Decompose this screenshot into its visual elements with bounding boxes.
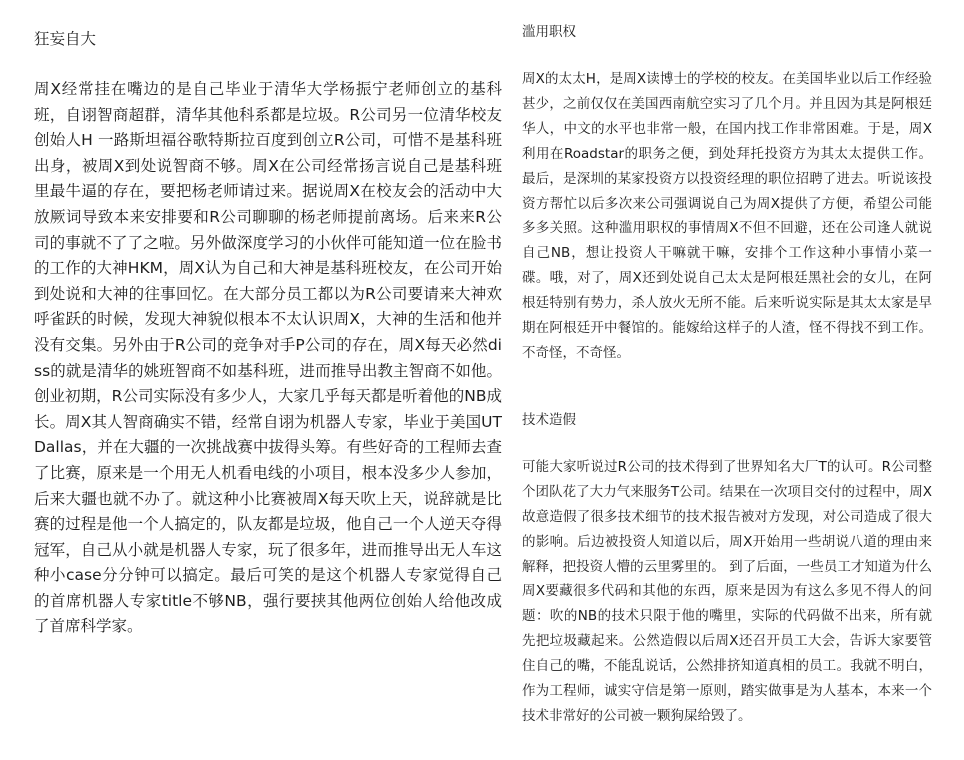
section-body-tech-fraud: 可能大家听说过R公司的技术得到了世界知名大厂T的认可。R公司整个团队花了大力气来服务T公司。结果在一次项目交付的过程中，周X故意造假了很多技术细节的技术报告被对方发现，对公司造成了很大的影响。后边被投资人知道以后，周X开始用一些胡说八道的理由来解释，把投资人懵的云里雾里的。 到了后面，一些员工才知道为什么周X要藏很多代码和其他的东西，原来是因为有这么多见不得人的问题：吹的NB的技术只限于他的嘴里，实际的代码做不出来，所有就先把垃圾藏起来。公然造假以后周X还召开员工大会，告诉大家要管住自己的嘴，不能乱说话，公然排挤知道真相的员工。我就不明白，作为工程师，诚实守信是第一原则，踏实做事是为人基本，本来一个技术非常好的公司被一颗狗屎给毁了。 [522, 458, 932, 724]
section-divider-space [522, 366, 932, 410]
section-title-abuse-of-power: 滥用职权 [522, 24, 576, 40]
right-column [522, 22, 932, 729]
section-title-tech-fraud: 技术造假 [522, 411, 576, 428]
left-column [34, 28, 502, 640]
section-body-abuse-of-power: 周X的太太H，是周X读博士的学校的校友。在美国毕业以后工作经验甚少，之前仅仅在美国西南航空实习了几个月。并且因为其是阿根廷华人，中文的水平也非常一般，在国内找工作非常困难。于是，周X利用在Roadstar的职务之便，到处拜托投资方为其太太提供工作。最后，是深圳的某家投资方以投资经理的职位招聘了进去。听说该投资方帮忙以后多次来公司强调说自己为周X提供了方便，希望公司能多多关照。这种滥用职权的事情周X不但不回避，还在公司逢人就说自己NB，想让投资人干嘛就干嘛，安排个工作这种小事情小菜一碟。哦，对了，周X还到处说自己太太是阿根廷黑社会的女儿，在阿根廷特别有势力，杀人放火无所不能。后来听说实际是其太太家是早期在阿根廷开中餐馆的。能嫁给这样子的人渣，怪不得找不到工作。不奇怪，不奇怪。 [522, 71, 932, 361]
section-body-arrogance: 周X经常挂在嘴边的是自己毕业于清华大学杨振宁老师创立的基科班，自诩智商超群，清华其他科系都是垃圾。R公司另一位清华校友创始人H 一路斯坦福谷歌特斯拉百度到创立R公司，可惜不是基科班出身，被周X到处说智商不够。周X在公司经常扬言说自己是基科班里最牛逼的存在，要把杨老师请过来。据说周X在校友会的活动中大放厥词导致本来安排要和R公司聊聊的杨老师提前离场。后来来R公司的事就不了了之啦。另外做深度学习的小伙伴可能知道一位在脸书的工作的大神HKM，周X认为自己和大神是基科班校友，在公司开始到处说和大神的往事回忆。在大部分员工都以为R公司要请来大神欢呼雀跃的时候，发现大神貌似根本不太认识周X，大神的生活和他并没有交集。另外由于R公司的竞争对手P公司的存在，周X每天必然diss的就是清华的姚班智商不如基科班，进而推导出教主智商不如他。创业初期，R公司实际没有多少人，大家几乎每天都是听着他的NB成长。周X其人智商确实不错，经常自诩为机器人专家，毕业于美国UT Dallas，并在大疆的一次挑战赛中拔得头筹。有些好奇的工程师去查了比赛，原来是一个用无人机看电线的小项目，根本没多少人参加，后来大疆也就不办了。就这种小比赛被周X每天吹上天，说辞就是比赛的过程是他一个人搞定的，队友都是垃圾，他自己一个人逆天夺得冠军，自己从小就是机器人专家，玩了很多年，进而推导出无人车这种小case分分钟可以搞定。最后可笑的是这个机器人专家觉得自己的首席机器人专家title不够NB，强行要挟其他两位创始人给他改成了首席科学家。 [34, 80, 502, 636]
section-title-arrogance: 狂妄自大 [34, 30, 97, 48]
